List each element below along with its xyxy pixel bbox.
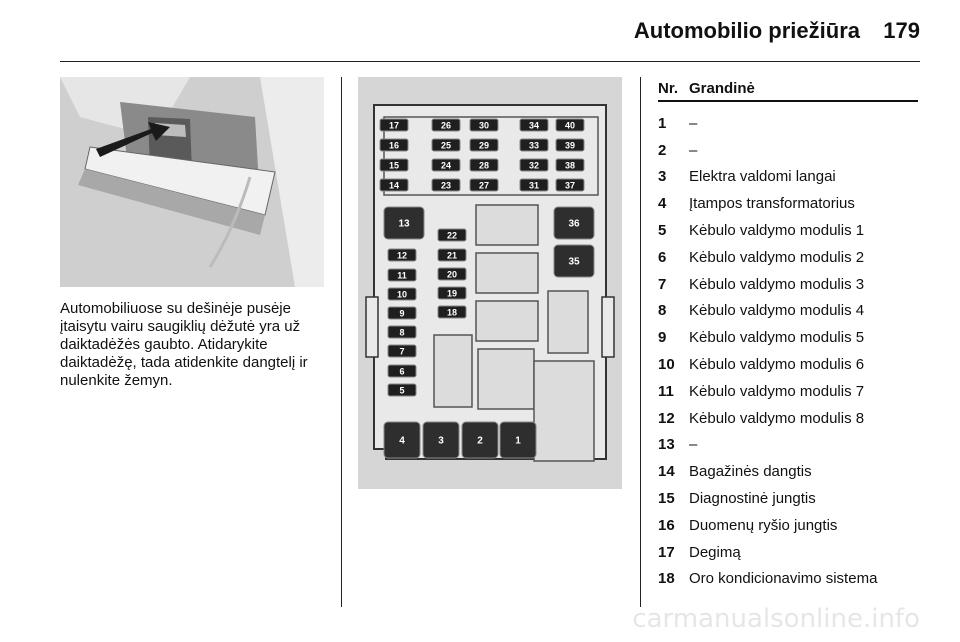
fuse-slot <box>388 249 416 261</box>
fuse-label: 1 <box>515 435 521 447</box>
caption-line: daiktadėžės gaubto. Atidarykite <box>60 336 268 353</box>
fuse-label: 10 <box>396 289 408 300</box>
fuse-number: 17 <box>658 543 675 561</box>
table-row <box>658 351 918 378</box>
fuse-slot <box>500 422 536 458</box>
fuse-label: 33 <box>528 140 540 151</box>
table-row <box>658 137 918 164</box>
table-row <box>658 324 918 351</box>
fuse-label: 25 <box>440 140 452 151</box>
fuse-slot <box>520 119 548 131</box>
caption-line: įtaisytu vairu saugiklių dėžutė yra už <box>60 318 301 335</box>
fuse-number: 6 <box>658 248 667 266</box>
fuse-slot <box>388 269 416 281</box>
fuse-label: 17 <box>388 120 400 131</box>
fuse-label: 24 <box>440 160 452 171</box>
circuit-name: Kėbulo valdymo modulis 4 <box>689 302 865 320</box>
fuse-slot <box>384 422 420 458</box>
fuse-label: 15 <box>388 160 400 171</box>
circuit-name: Kėbulo valdymo modulis 7 <box>689 382 865 400</box>
fuse-slot <box>438 287 466 299</box>
fuse-slot <box>380 139 408 151</box>
table-row <box>658 164 918 191</box>
fuse-label: 8 <box>399 327 405 338</box>
fuse-label: 26 <box>440 120 452 131</box>
fuse-slot <box>554 245 594 277</box>
table-row <box>658 110 918 137</box>
circuit-name: – <box>689 436 698 454</box>
circuit-name: Kėbulo valdymo modulis 3 <box>689 275 865 293</box>
fuse-number: 14 <box>658 463 675 481</box>
table-body <box>658 102 918 592</box>
fuse-slot <box>556 159 584 171</box>
glovebox-illustration <box>60 77 324 287</box>
fuse-slot <box>380 159 408 171</box>
circuit-name: – <box>689 141 698 159</box>
fuse-slot <box>432 179 460 191</box>
fuse-slot <box>384 207 424 239</box>
fuse-number: 8 <box>658 302 667 320</box>
circuit-name: Duomenų ryšio jungtis <box>689 516 838 534</box>
fuse-label: 11 <box>397 270 407 281</box>
fuse-label: 19 <box>446 288 458 299</box>
fuse-label: 6 <box>399 366 405 377</box>
fuse-label: 18 <box>446 307 458 318</box>
fuse-label: 39 <box>564 140 576 151</box>
fuse-label: 14 <box>388 180 400 191</box>
circuit-name: Įtampos transformatorius <box>689 195 855 213</box>
fuse-number: 3 <box>658 168 667 186</box>
table-row <box>658 512 918 539</box>
table-row <box>658 244 918 271</box>
caption-line: Automobiliuose su dešinėje pusėje <box>60 300 291 317</box>
circuit-name: – <box>689 114 698 132</box>
caption-text <box>60 300 328 390</box>
fuse-label: 28 <box>478 160 490 171</box>
table-row <box>658 458 918 485</box>
fuse-slot <box>388 345 416 357</box>
table-row <box>658 190 918 217</box>
fuse-label: 36 <box>568 218 580 230</box>
fuse-box-diagram <box>358 77 622 489</box>
fuse-label: 23 <box>440 180 452 191</box>
fuse-slot <box>380 179 408 191</box>
table-row <box>658 217 918 244</box>
fuse-number: 15 <box>658 490 675 508</box>
fuse-number: 11 <box>658 382 674 400</box>
fuse-label: 38 <box>564 160 576 171</box>
fuse-label: 30 <box>478 120 490 131</box>
circuit-name: Kėbulo valdymo modulis 6 <box>689 356 865 374</box>
fuse-number: 1 <box>658 114 667 132</box>
fuse-label: 4 <box>399 435 405 447</box>
fuse-number: 2 <box>658 141 667 159</box>
page-number: 179 <box>883 18 920 43</box>
fuse-label: 37 <box>564 180 576 191</box>
fuse-slot <box>432 159 460 171</box>
fuse-slot <box>556 179 584 191</box>
fuse-slot <box>388 326 416 338</box>
fuse-slot <box>470 159 498 171</box>
fuse-slot <box>470 139 498 151</box>
fuse-circuit-table <box>658 80 918 592</box>
fuse-slot <box>423 422 459 458</box>
circuit-name: Kėbulo valdymo modulis 8 <box>689 409 865 427</box>
fuse-slot <box>556 119 584 131</box>
fuse-slot <box>462 422 498 458</box>
fuse-slot <box>438 306 466 318</box>
fuse-label: 35 <box>568 256 580 268</box>
fuse-slot <box>388 365 416 377</box>
fuse-label: 31 <box>528 180 540 191</box>
header-rule <box>60 61 920 62</box>
circuit-name: Oro kondicionavimo sistema <box>689 570 878 588</box>
fuse-number: 16 <box>658 516 675 534</box>
table-row <box>658 566 918 593</box>
fuse-slot <box>388 288 416 300</box>
caption-line: nulenkite žemyn. <box>60 372 173 389</box>
table-header <box>658 80 918 102</box>
fuse-slot <box>470 119 498 131</box>
fuse-label: 34 <box>528 120 540 131</box>
circuit-name: Degimą <box>689 543 741 561</box>
fuse-number: 5 <box>658 222 667 240</box>
fuse-slot <box>520 139 548 151</box>
fuse-slot <box>554 207 594 239</box>
fuse-label: 2 <box>477 435 483 447</box>
fuse-slot <box>432 119 460 131</box>
fuse-slot <box>556 139 584 151</box>
fuse-label: 29 <box>478 140 490 151</box>
fuse-label: 3 <box>438 435 444 447</box>
watermark: carmanualsonline.info <box>632 604 920 634</box>
table-row <box>658 378 918 405</box>
fuse-slot <box>470 179 498 191</box>
fuse-slot <box>520 179 548 191</box>
fuse-number: 12 <box>658 409 675 427</box>
fuse-label: 12 <box>396 250 408 261</box>
circuit-name: Diagnostinė jungtis <box>689 490 816 508</box>
fuse-number: 18 <box>658 570 675 588</box>
fuse-slot <box>438 249 466 261</box>
table-row <box>658 432 918 459</box>
fuse-number: 4 <box>658 195 667 213</box>
fuse-label: 21 <box>446 250 458 261</box>
circuit-name: Bagažinės dangtis <box>689 463 812 481</box>
table-row <box>658 405 918 432</box>
fuse-label: 7 <box>399 346 405 357</box>
fuse-label: 27 <box>478 180 490 191</box>
circuit-name: Kėbulo valdymo modulis 5 <box>689 329 865 347</box>
fuse-label: 40 <box>564 120 576 131</box>
circuit-name: Kėbulo valdymo modulis 1 <box>689 222 865 240</box>
fuse-number: 7 <box>658 275 667 293</box>
table-row <box>658 539 918 566</box>
fuse-slot <box>388 307 416 319</box>
fuse-label: 20 <box>446 269 458 280</box>
fuse-slot <box>432 139 460 151</box>
circuit-name: Elektra valdomi langai <box>689 168 836 186</box>
fuse-label: 5 <box>399 385 405 396</box>
table-row <box>658 271 918 298</box>
fuse-label: 22 <box>446 230 458 241</box>
fuse-number: 9 <box>658 329 667 347</box>
fuse-slot <box>438 268 466 280</box>
caption-line: daiktadėžę, tada atidenkite dangtelį ir <box>60 354 308 371</box>
page-title: Automobilio priežiūra <box>633 18 860 43</box>
fuse-slot <box>438 229 466 241</box>
circuit-name: Kėbulo valdymo modulis 2 <box>689 248 865 266</box>
column-divider-right <box>640 77 641 607</box>
fuse-slot <box>520 159 548 171</box>
column-header-circuit: Grandinė <box>689 80 755 97</box>
column-divider-left <box>341 77 342 607</box>
fuse-label: 13 <box>398 218 410 230</box>
table-row <box>658 298 918 325</box>
column-header-nr: Nr. <box>658 80 679 97</box>
fuse-label: 9 <box>399 308 405 319</box>
fuse-slot <box>388 384 416 396</box>
fuse-label: 16 <box>388 140 400 151</box>
fuse-label: 32 <box>528 160 540 171</box>
fuse-number: 13 <box>658 436 675 454</box>
table-row <box>658 485 918 512</box>
fuse-number: 10 <box>658 356 675 374</box>
fuse-slot <box>380 119 408 131</box>
